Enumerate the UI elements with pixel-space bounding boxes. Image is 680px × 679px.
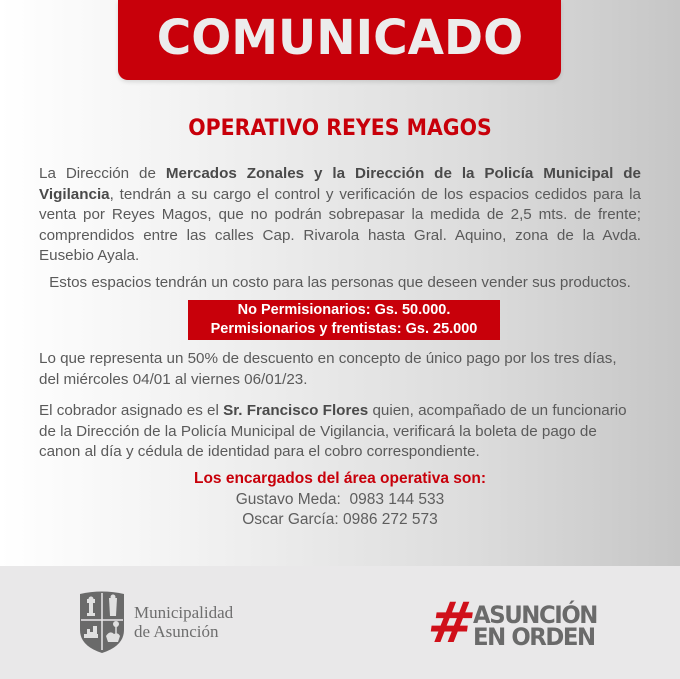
header-banner xyxy=(118,0,561,80)
coat-of-arms-icon xyxy=(78,590,126,654)
collector-name: Sr. Francisco Flores xyxy=(223,402,369,419)
paragraph-collector-text: El cobrador asignado es el xyxy=(39,402,224,419)
contact-item xyxy=(0,490,680,511)
municipality-name-line2: de Asunción xyxy=(134,622,219,641)
contact-phone[interactable]: 0983 144 533 xyxy=(349,490,445,508)
page-subtitle: OPERATIVO REYES MAGOS xyxy=(188,116,492,141)
municipality-name-line1: Municipalidad xyxy=(134,603,234,622)
hashtag-icon: # xyxy=(423,591,480,656)
paragraph-intro-bold: Mercados Zonales y la Dirección de la Policía Municipal de Vigilancia xyxy=(39,165,642,203)
price-box xyxy=(188,300,500,340)
hashtag-line2: EN ORDEN xyxy=(472,623,595,651)
municipality-logo xyxy=(78,590,233,654)
contact-item xyxy=(0,510,680,531)
paragraph-intro-text: La Dirección de xyxy=(39,165,166,182)
contacts-title: Los encargados del área operativa son: xyxy=(193,470,487,487)
contacts-section xyxy=(0,469,680,531)
paragraph-cost: Estos espacios tendrán un costo para las personas que deseen vender sus productos. xyxy=(49,274,631,291)
paragraph-discount: Lo que representa un 50% de descuento en concepto de único pago por los tres días, del miércoles 04/01 al viernes 06/01/23. xyxy=(39,350,617,388)
hashtag-line1: ASUNCIÓN xyxy=(472,601,597,629)
paragraph-intro-text-2: , tendrán a su cargo el control y verificación de los espacios cedidos para la venta por Reyes Magos, que no podrán sobrepasar la medida de 2,5 mts. de frente; comprendidos entre las calles Cap. Rivarola hasta Gral. Aquino, zona de la Avda. Eusebio Ayala. xyxy=(39,185,641,264)
price-permit-holders: Permisionarios y frentistas: Gs. 25.000 xyxy=(210,321,478,337)
price-non-permit-holders: No Permisionarios: Gs. 50.000. xyxy=(237,302,451,318)
paragraph-collector xyxy=(39,401,641,463)
contact-phone[interactable]: 0986 272 573 xyxy=(342,511,438,528)
contact-name: Oscar García: xyxy=(242,511,339,528)
hashtag-logo xyxy=(423,591,603,656)
page-title: COMUNICADO xyxy=(156,10,523,66)
paragraph-intro xyxy=(39,164,641,267)
contact-name: Gustavo Meda: xyxy=(235,490,341,508)
paragraph-collector-text-2: quien, acompañado de un funcionario de la Dirección de la Policía Municipal de Vigilancia, verificará la boleta de pago de canon al día y cédula de identidad para el cobro correspondiente. xyxy=(39,402,627,460)
